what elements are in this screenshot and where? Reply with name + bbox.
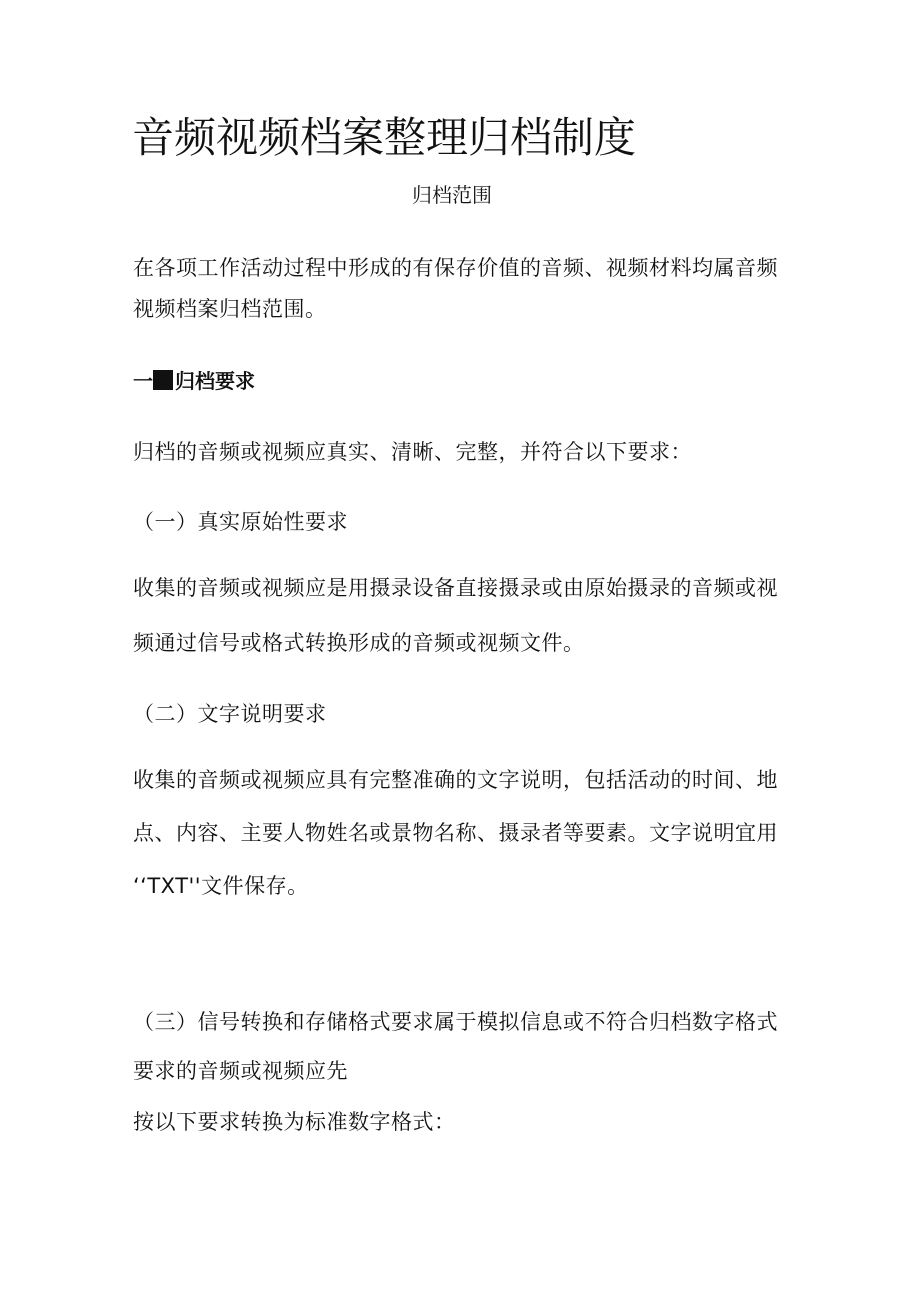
- document-title: 音频视频档案整理归档制度: [132, 113, 637, 162]
- paragraph-line: 点、内容、主要人物姓名或景物名称、摄录者等要素。文字说明宜用: [133, 821, 778, 845]
- paragraph-line: 收集的音频或视频应具有完整准确的文字说明，包括活动的时间、地: [133, 768, 778, 792]
- paragraph-line: 要求的音频或视频应先: [133, 1059, 348, 1083]
- paragraph-line: 频通过信号或格式转换形成的音频或视频文件。: [133, 631, 585, 655]
- requirement-one-heading: [133, 506, 793, 539]
- requirement-two-body: [133, 764, 793, 903]
- paragraph-line: （二）文字说明要求: [133, 702, 327, 726]
- paragraph-line: 在各项工作活动过程中形成的有保存价值的音频、视频材料均属音频: [133, 256, 778, 280]
- paragraph-line: 归档的音频或视频应真实、清晰、完整，并符合以下要求：: [133, 440, 692, 464]
- scope-paragraph: [133, 252, 793, 326]
- requirement-three-body: [133, 1006, 793, 1088]
- section-heading: [133, 366, 255, 396]
- paragraph-line: ‘‘TXT''文件保存。: [133, 874, 309, 898]
- section-subtitle: 归档范围: [412, 183, 492, 207]
- paragraph-line: 按以下要求转换为标准数字格式：: [133, 1110, 456, 1134]
- paragraph-line: 收集的音频或视频应是用摄录设备直接摄录或由原始摄录的音频或视: [133, 576, 778, 600]
- requirement-two-heading: [133, 698, 793, 731]
- paragraph-line: （一）真实原始性要求: [133, 510, 348, 534]
- paragraph-line: （三）信号转换和存储格式要求属于模拟信息或不符合归档数字格式: [133, 1010, 778, 1034]
- requirement-three-continuation: [133, 1106, 793, 1139]
- requirements-intro: [133, 436, 793, 469]
- requirement-one-body: [133, 572, 793, 660]
- section-heading-text: 归档要求: [175, 369, 255, 393]
- paragraph-line: 视频档案归档范围。: [133, 297, 327, 321]
- square-bullet-icon: [153, 370, 173, 390]
- section-number: 一: [133, 369, 153, 393]
